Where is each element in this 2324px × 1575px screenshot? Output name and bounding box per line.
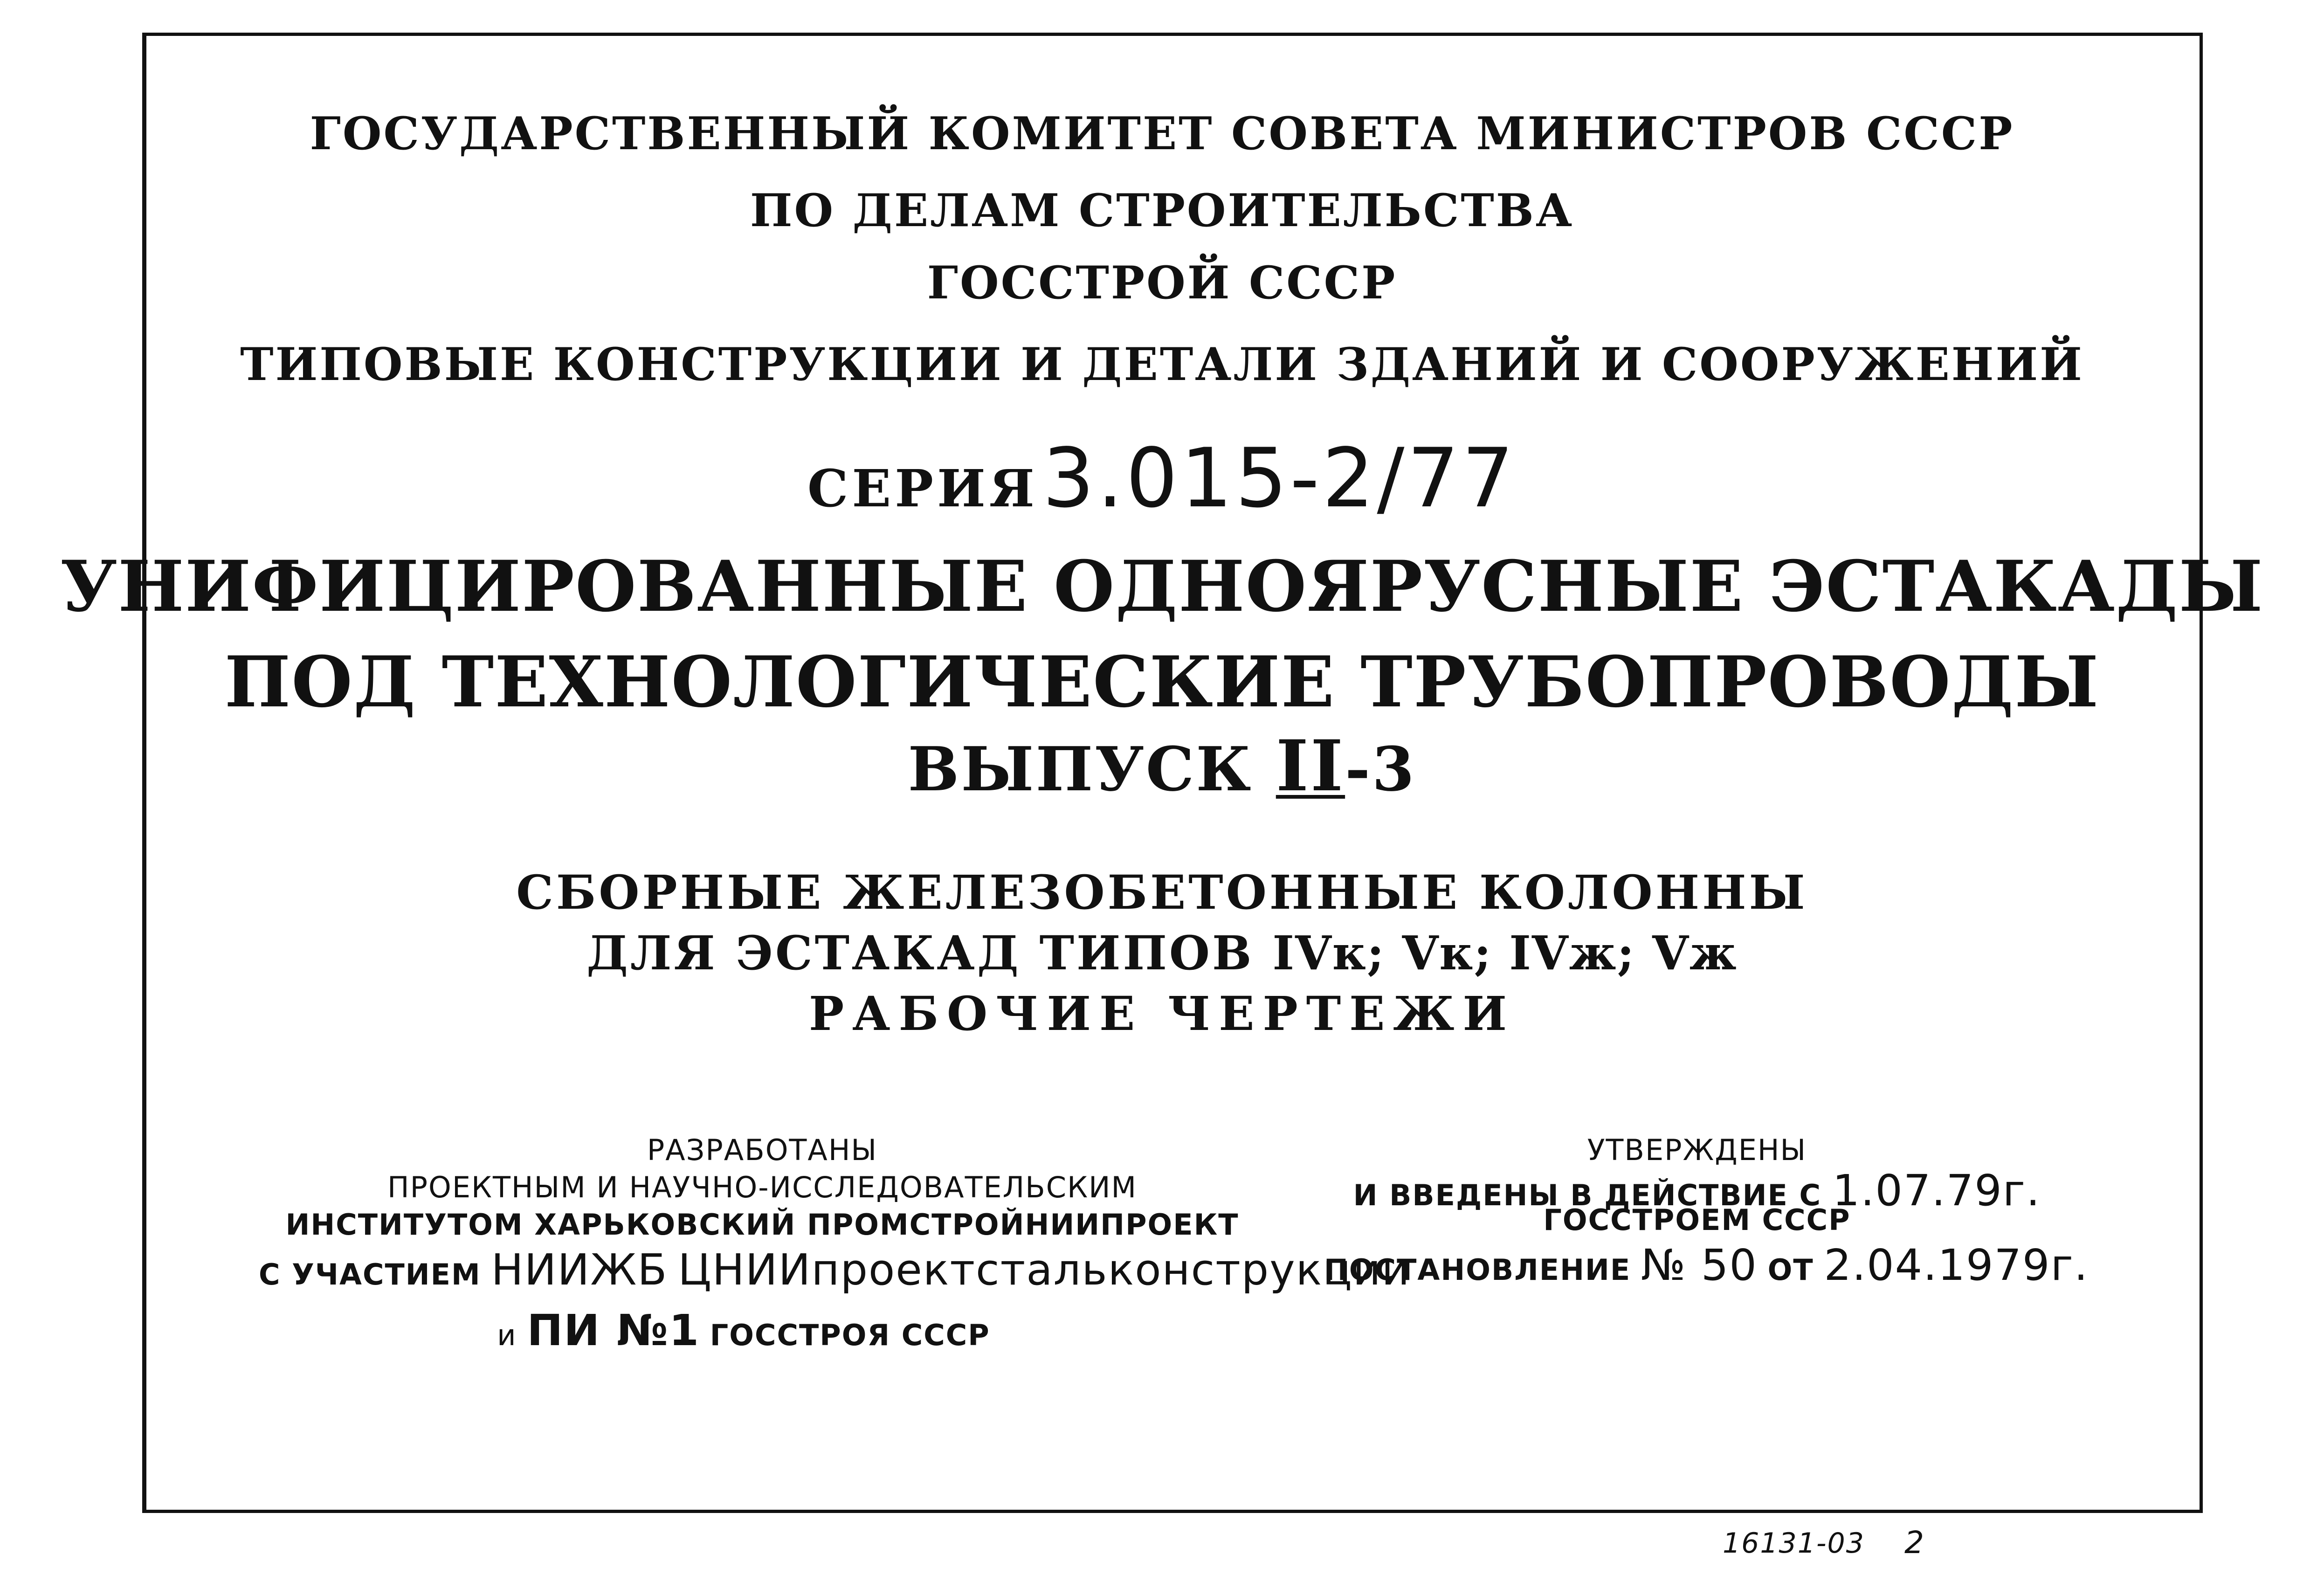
issue-line bbox=[0, 725, 2324, 807]
header-committee: ГОСУДАРСТВЕННЫЙ КОМИТЕТ СОВЕТА МИНИСТРОВ СССР bbox=[310, 107, 2014, 160]
title-line-1: УНИФИЦИРОВАННЫЕ ОДНОЯРУСНЫЕ ЭСТАКАДЫ bbox=[60, 546, 2264, 628]
approved-heading: УТВЕРЖДЕНЫ bbox=[1587, 1133, 1807, 1167]
approved-effective-prefix: И ВВЕДЕНЫ В ДЕЙСТВИЕ С bbox=[1353, 1178, 1821, 1212]
sheet-page-number: 2 bbox=[1904, 1525, 1924, 1561]
gosstroy-suffix: ГОССТРОЯ СССР bbox=[710, 1318, 990, 1352]
header-construction-affairs: ПО ДЕЛАМ СТРОИТЕЛЬСТВА bbox=[750, 184, 1574, 237]
subtitle-columns: СБОРНЫЕ ЖЕЛЕЗОБЕТОННЫЕ КОЛОННЫ bbox=[516, 865, 1808, 920]
issue-roman: II bbox=[1276, 725, 1345, 807]
approved-by-gosstroy: ГОССТРОЕМ СССР bbox=[1543, 1203, 1851, 1237]
subtitle-types-prefix: ДЛЯ ЭСТАКАД ТИПОВ bbox=[586, 926, 1254, 981]
org-pi1: ПИ №1 bbox=[527, 1306, 700, 1355]
org-niizhb: НИИЖБ bbox=[491, 1245, 668, 1295]
header-typical-structures: ТИПОВЫЕ КОНСТРУКЦИИ И ДЕТАЛИ ЗДАНИЙ И СООРУЖЕНИЙ bbox=[240, 338, 2084, 391]
decree-number: № 50 bbox=[1641, 1240, 1758, 1290]
title-line-2: ПОД ТЕХНОЛОГИЧЕСКИЕ ТРУБОПРОВОДЫ bbox=[224, 641, 2100, 723]
developed-line-5 bbox=[240, 1306, 1247, 1355]
issue-word: ВЫПУСК bbox=[908, 733, 1253, 805]
approved-decree-line bbox=[1324, 1240, 2089, 1290]
developed-heading: РАЗРАБОТАНЫ bbox=[647, 1133, 878, 1167]
series-line bbox=[0, 431, 2324, 526]
issue-number: -3 bbox=[1345, 733, 1416, 805]
header-gosstroy: ГОССТРОЙ СССР bbox=[927, 256, 1397, 309]
developed-line-2: ПРОЕКТНЫМ И НАУЧНО-ИССЛЕДОВАТЕЛЬСКИМ bbox=[387, 1170, 1137, 1204]
series-number: 3.015-2/77 bbox=[1042, 431, 1517, 526]
approved-effective-date: 1.07.79г. bbox=[1832, 1166, 2041, 1216]
and-prefix: и bbox=[497, 1318, 517, 1352]
approved-block bbox=[1324, 1133, 2089, 1319]
subtitle-working-drawings: РАБОЧИЕ ЧЕРТЕЖИ bbox=[808, 986, 1516, 1041]
developed-line-3: ИНСТИТУТОМ ХАРЬКОВСКИЙ ПРОМСТРОЙНИИПРОЕКТ bbox=[285, 1208, 1239, 1242]
sheet-code: 16131-03 bbox=[1723, 1527, 1865, 1560]
participation-prefix: С УЧАСТИЕМ bbox=[259, 1257, 481, 1292]
subtitle-types-line bbox=[0, 926, 2324, 981]
decree-from: ОТ bbox=[1767, 1253, 1814, 1287]
decree-date: 2.04.1979г. bbox=[1824, 1240, 2089, 1290]
subtitle-types: IVк; Vк; IVж; Vж bbox=[1272, 926, 1738, 981]
developed-line-4 bbox=[259, 1245, 1411, 1295]
org-tsnii: ЦНИИпроектстальконструкции bbox=[678, 1245, 1411, 1295]
series-word: СЕРИЯ bbox=[807, 458, 1038, 518]
developed-by-block bbox=[259, 1133, 1411, 1366]
decree-prefix: ПОСТАНОВЛЕНИЕ bbox=[1324, 1253, 1631, 1287]
